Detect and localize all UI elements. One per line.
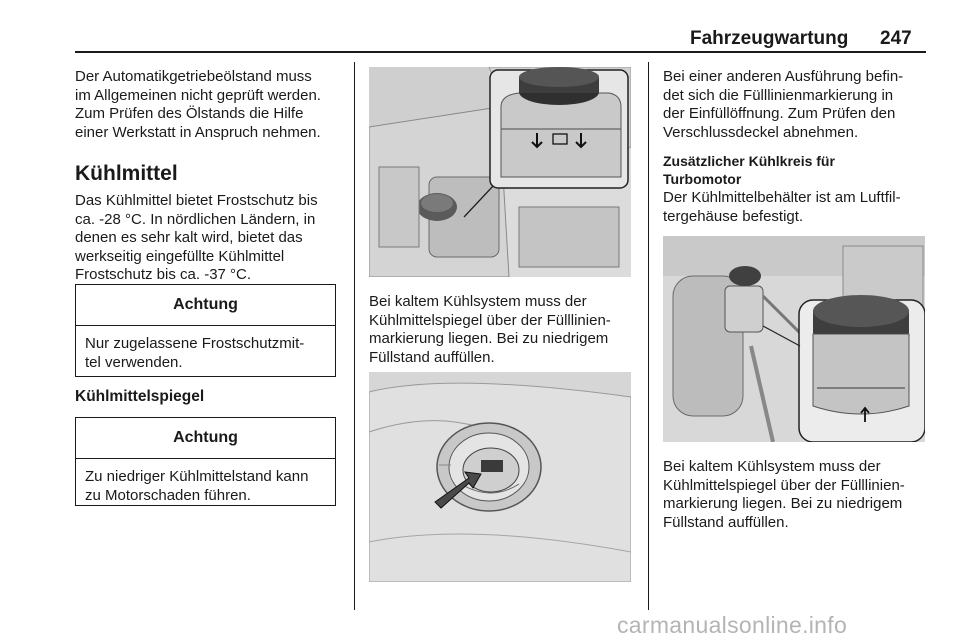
warning-title: Achtung [76, 418, 335, 459]
paragraph-tank-location: Der Kühlmittelbehälter ist am Luftfil- tergehäuse befestigt. [663, 189, 901, 225]
watermark: carmanualsonline.info [617, 612, 848, 638]
figure-filler-neck-mark [369, 372, 631, 582]
figure-caption-2: Bei kaltem Kühlsystem muss der Kühlmittelspiegel über der Fülllinien- markierung liegen. Bei zu niedrigem Füllstand auffüllen. [663, 458, 905, 531]
warning-box-low-level [75, 417, 336, 506]
heading-turbo-circuit: Zusätzlicher Kühlkreis für Turbomotor [663, 153, 835, 187]
coolant-paragraph: Das Kühlmittel bietet Frostschutz bis ca. -28 °C. In nördlichen Ländern, in denen es sehr kalt wird, bietet das werkseitig eingefüllte Kühlmittel Frostschutz bis ca. -37 °C. [75, 192, 318, 283]
figure-caption-1: Bei kaltem Kühlsystem muss der Kühlmittelspiegel über der Fülllinien- markierung liegen. Bei zu niedrigem Füllstand auffüllen. [369, 293, 611, 366]
header-rule [75, 51, 926, 53]
warning-box-antifreeze [75, 284, 336, 377]
warning-text: Nur zugelassene Frostschutzmit- tel verwenden. [85, 335, 305, 371]
paragraph-alt-version: Bei einer anderen Ausführung befin- det sich die Fülllinienmarkierung in der Einfüllöffnung. Zum Prüfen den Verschlussdeckel abnehmen. [663, 68, 904, 141]
page-header-title: Fahrzeugwartung [690, 28, 849, 49]
figure-turbo-coolant-reservoir [663, 236, 925, 442]
page-number: 247 [880, 28, 912, 49]
section-heading-coolant: Kühlmittel [75, 162, 178, 185]
intro-paragraph: Der Automatikgetriebeölstand muss im Allgemeinen nicht geprüft werden. Zum Prüfen des Ölstands die Hilfe einer Werkstatt in Anspruch nehmen. [75, 68, 321, 141]
figure-coolant-reservoir-engine-bay [369, 67, 631, 277]
column-divider-left [354, 62, 355, 610]
column-divider-right [648, 62, 649, 610]
warning-title: Achtung [76, 285, 335, 326]
warning-text: Zu niedriger Kühlmittelstand kann zu Motorschaden führen. [85, 468, 309, 504]
subheading-coolant-level: Kühlmittelspiegel [75, 388, 205, 405]
